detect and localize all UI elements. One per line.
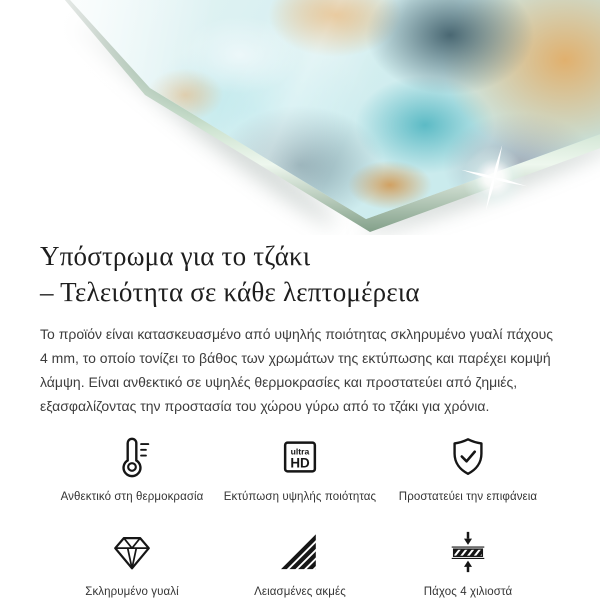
content-area <box>0 239 600 598</box>
feature-label: Σκληρυμένο γυαλί <box>85 586 179 599</box>
feature-tempered-glass <box>48 527 216 598</box>
feature-label: Ανθεκτικό στη θερμοκρασία <box>60 491 204 504</box>
title-line-2: – Τελειότητα σε κάθε λεπτομέρεια <box>40 276 420 307</box>
title-line-1: Υπόστρωμα για το τζάκι <box>40 241 311 271</box>
features-grid <box>48 432 552 598</box>
shield-check-icon <box>445 432 491 482</box>
feature-label: Πάχος 4 χιλιοστά <box>423 586 513 599</box>
product-image <box>0 0 600 235</box>
product-description: Το προϊόν είναι κατασκευασμένο από υψηλής ποιότητας σκληρυμένο γυαλί πάχους 4 mm, το οποίο τονίζει το βάθος των χρωμάτων της εκτύπωσης και παρέχει κομψή λάμψη. Είναι ανθεκτικό σε υψηλές θερμοκρασίες και προστατεύει από ζημιές, εξασφαλίζοντας την προστασία του χώρου γύρω από το τζάκι για χρόνια. <box>40 325 554 415</box>
feature-polished-edges <box>216 527 384 598</box>
feature-label: Προστατεύει την επιφάνεια <box>398 491 538 504</box>
diamond-icon <box>109 527 155 577</box>
hd-label: HD <box>290 455 310 471</box>
feature-temperature <box>48 432 216 503</box>
ultra-label: ultra <box>290 446 310 457</box>
feature-thickness <box>384 527 552 598</box>
page-title <box>40 239 560 311</box>
polished-edges-icon <box>277 527 323 577</box>
feature-surface-protection <box>384 432 552 503</box>
feature-label: Εκτύπωση υψηλής ποιότητας <box>223 491 377 504</box>
ultra-hd-icon <box>277 432 323 482</box>
feature-label: Λειασμένες ακμές <box>254 586 346 599</box>
thickness-icon <box>445 527 491 577</box>
thermometer-icon <box>109 432 155 482</box>
feature-print-quality <box>216 432 384 503</box>
